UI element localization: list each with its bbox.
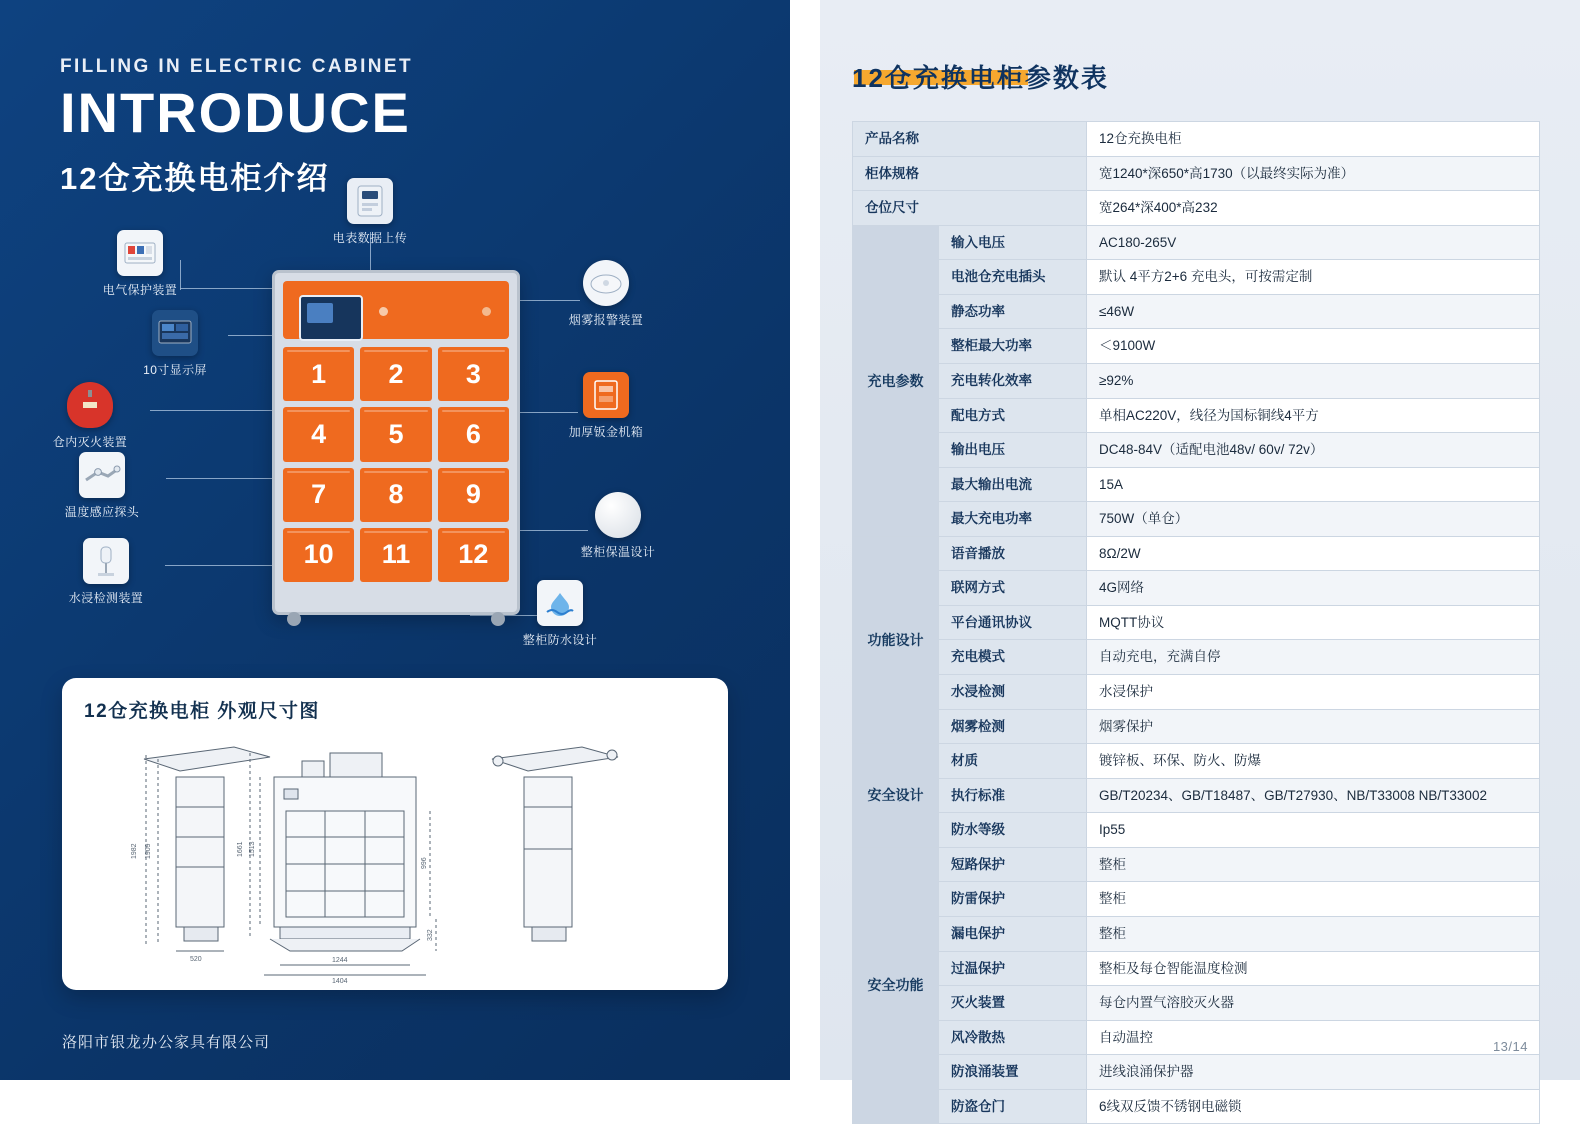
spec-key: 整柜最大功率	[939, 329, 1087, 364]
callout-smoke-alarm	[536, 260, 676, 328]
callout-thick-sheet-metal	[536, 372, 676, 440]
metal-case-icon	[583, 372, 629, 418]
callout-label: 电气保护装置	[102, 283, 178, 297]
spec-value: 宽264*深400*高232	[1087, 191, 1540, 226]
left-panel	[0, 0, 790, 1080]
spec-key: 材质	[939, 744, 1087, 779]
dim-label: 1244	[332, 957, 348, 964]
callout-fire-extinguisher	[20, 382, 160, 450]
lead-line	[165, 565, 283, 566]
spec-key: 联网方式	[939, 571, 1087, 606]
spec-key: 灭火装置	[939, 986, 1087, 1021]
table-row	[853, 847, 1540, 882]
spec-value: 8Ω/2W	[1087, 536, 1540, 571]
spec-group: 安全设计	[853, 744, 939, 848]
table-row	[853, 433, 1540, 468]
callout-water-detect	[36, 538, 176, 606]
cabinet-bay: 5	[360, 407, 431, 461]
table-row	[853, 398, 1540, 433]
table-row	[853, 571, 1540, 606]
table-row	[853, 882, 1540, 917]
table-row	[853, 916, 1540, 951]
dim-label: 332	[427, 929, 434, 941]
spec-group: 充电参数	[853, 225, 939, 536]
spec-table	[852, 121, 1540, 1124]
spec-key: 过温保护	[939, 951, 1087, 986]
spec-key: 语音播放	[939, 536, 1087, 571]
spec-value: 烟雾保护	[1087, 709, 1540, 744]
table-row	[853, 294, 1540, 329]
spec-key: 输入电压	[939, 225, 1087, 260]
table-row	[853, 260, 1540, 295]
spec-value: AC180-265V	[1087, 225, 1540, 260]
caster-icon	[287, 612, 301, 626]
table-row	[853, 225, 1540, 260]
callout-label: 10寸显示屏	[143, 363, 207, 377]
cabinet-bay: 12	[438, 528, 509, 582]
spec-key: 防水等级	[939, 813, 1087, 848]
spec-value: 4G网络	[1087, 571, 1540, 606]
callout-insulation-design	[548, 492, 688, 560]
callout-label: 整柜防水设计	[522, 633, 598, 647]
spec-value: 宽1240*深650*高1730（以最终实际为准）	[1087, 156, 1540, 191]
water-sensor-icon	[83, 538, 129, 584]
spec-value: 单相AC220V，线径为国标铜线4平方	[1087, 398, 1540, 433]
cabinet-bay: 3	[438, 347, 509, 401]
spec-value: 整柜	[1087, 882, 1540, 917]
spec-value: 6线双反馈不锈钢电磁锁	[1087, 1089, 1540, 1124]
spec-group: 功能设计	[853, 536, 939, 743]
spec-value: MQTT协议	[1087, 605, 1540, 640]
table-row	[853, 675, 1540, 710]
callout-label: 烟雾报警装置	[568, 313, 644, 327]
dim-label: 520	[190, 956, 202, 963]
table-row	[853, 536, 1540, 571]
spec-value: 整柜	[1087, 916, 1540, 951]
spec-value: 水浸保护	[1087, 675, 1540, 710]
callout-meter-upload	[300, 178, 440, 246]
spec-key: 防盗仓门	[939, 1089, 1087, 1124]
spec-title: 12仓充换电柜参数表	[852, 63, 1109, 93]
callout-label: 整柜保温设计	[580, 545, 656, 559]
company-footer: 洛阳市银龙办公家具有限公司	[62, 1034, 271, 1051]
cabinet-indicator-icon	[379, 307, 388, 316]
callout-label: 加厚钣金机箱	[568, 425, 644, 439]
meter-icon	[347, 178, 393, 224]
spec-key: 柜体规格	[853, 156, 1087, 191]
spec-value: ≤46W	[1087, 294, 1540, 329]
table-row	[853, 502, 1540, 537]
callout-label: 电表数据上传	[332, 231, 408, 245]
cabinet-bay: 8	[360, 468, 431, 522]
table-row	[853, 156, 1540, 191]
dim-label: 1661	[237, 841, 244, 857]
spec-title-wrap	[852, 58, 1109, 95]
spec-key: 风冷散热	[939, 1020, 1087, 1055]
table-row	[853, 1020, 1540, 1055]
insulation-icon	[595, 492, 641, 538]
dim-label: 1982	[131, 843, 138, 859]
spec-key: 仓位尺寸	[853, 191, 1087, 226]
spec-group: 安全功能	[853, 847, 939, 1124]
table-row	[853, 951, 1540, 986]
table-row	[853, 1089, 1540, 1124]
callout-label: 温度感应探头	[64, 505, 140, 519]
spec-key: 充电模式	[939, 640, 1087, 675]
spec-value: 750W（单仓）	[1087, 502, 1540, 537]
table-row	[853, 1055, 1540, 1090]
spec-key: 最大充电功率	[939, 502, 1087, 537]
cabinet-indicator-icon	[482, 307, 491, 316]
page-subtitle: 12仓充换电柜介绍	[60, 160, 330, 196]
table-row	[853, 640, 1540, 675]
table-row	[853, 986, 1540, 1021]
cabinet-top-panel	[283, 281, 509, 339]
table-row	[853, 778, 1540, 813]
spec-section	[790, 0, 1580, 1114]
smoke-alarm-icon	[583, 260, 629, 306]
spec-value: ≥92%	[1087, 363, 1540, 398]
spec-value: 镀锌板、环保、防火、防爆	[1087, 744, 1540, 779]
spec-value: 每仓内置气溶胶灭火器	[1087, 986, 1540, 1021]
cabinet-bay: 11	[360, 528, 431, 582]
product-diagram	[0, 160, 790, 680]
lead-line	[150, 410, 280, 411]
callout-electric-protect	[70, 230, 210, 298]
dim-label: 1404	[332, 978, 348, 985]
screen-icon	[152, 310, 198, 356]
table-row	[853, 813, 1540, 848]
spec-key: 防浪涌装置	[939, 1055, 1087, 1090]
probe-icon	[79, 452, 125, 498]
cabinet-bay: 1	[283, 347, 354, 401]
table-row	[853, 605, 1540, 640]
dimension-drawing-card	[62, 678, 728, 990]
page-title: INTRODUCE	[60, 81, 411, 144]
cabinet-bay: 9	[438, 468, 509, 522]
cabinet-casters	[275, 612, 517, 626]
spec-value: 默认 4平方2+6 充电头，可按需定制	[1087, 260, 1540, 295]
spec-key: 短路保护	[939, 847, 1087, 882]
page-number: 13/14	[1492, 1039, 1528, 1054]
extinguisher-icon	[67, 382, 113, 428]
callout-label: 水浸检测装置	[68, 591, 144, 605]
spec-key: 配电方式	[939, 398, 1087, 433]
table-row	[853, 744, 1540, 779]
cabinet-bay: 4	[283, 407, 354, 461]
spec-key: 漏电保护	[939, 916, 1087, 951]
table-row	[853, 191, 1540, 226]
right-panel	[790, 0, 1580, 1114]
spec-value: GB/T20234、GB/T18487、GB/T27930、NB/T33008 NB/T33002	[1087, 778, 1540, 813]
spec-key: 水浸检测	[939, 675, 1087, 710]
spec-key: 防雷保护	[939, 882, 1087, 917]
dim-label: 1909	[145, 843, 152, 859]
table-row	[853, 709, 1540, 744]
spec-key: 输出电压	[939, 433, 1087, 468]
spec-key: 静态功率	[939, 294, 1087, 329]
callout-waterproof-design	[490, 580, 630, 648]
spec-value: 15A	[1087, 467, 1540, 502]
cabinet-bay: 6	[438, 407, 509, 461]
cabinet-bay: 7	[283, 468, 354, 522]
waterproof-icon	[537, 580, 583, 626]
spec-value: DC48-84V（适配电池48v/ 60v/ 72v）	[1087, 433, 1540, 468]
spec-value: 整柜及每仓智能温度检测	[1087, 951, 1540, 986]
spec-value: 进线浪涌保护器	[1087, 1055, 1540, 1090]
callout-label: 仓内灭火装置	[52, 435, 128, 449]
cabinet-illustration	[272, 270, 520, 615]
dim-label: 996	[421, 857, 428, 869]
table-row	[853, 467, 1540, 502]
cabinet-bay: 2	[360, 347, 431, 401]
dim-label: 1513	[249, 841, 256, 857]
spec-key: 电池仓充电插头	[939, 260, 1087, 295]
spec-value: 整柜	[1087, 847, 1540, 882]
table-row	[853, 363, 1540, 398]
dimension-card-title: 12仓充换电柜 外观尺寸图	[84, 701, 320, 722]
spec-value: 自动充电，充满自停	[1087, 640, 1540, 675]
table-row	[853, 329, 1540, 364]
cabinet-display-screen	[299, 295, 363, 341]
spec-key: 平台通讯协议	[939, 605, 1087, 640]
eyebrow-text: FILLING IN ELECTRIC CABINET	[60, 56, 413, 77]
dimension-blueprint	[84, 729, 706, 985]
spec-key: 烟雾检测	[939, 709, 1087, 744]
cabinet-bay-grid	[283, 347, 509, 582]
callout-temperature-probe	[32, 452, 172, 520]
lead-line	[166, 478, 281, 479]
blueprint-svg	[84, 729, 706, 985]
callout-display-screen	[105, 310, 245, 378]
cabinet-bay: 10	[283, 528, 354, 582]
spec-key: 产品名称	[853, 122, 1087, 157]
spec-value: Ip55	[1087, 813, 1540, 848]
breaker-icon	[117, 230, 163, 276]
spec-key: 充电转化效率	[939, 363, 1087, 398]
spec-key: 最大输出电流	[939, 467, 1087, 502]
spec-value: 12仓充换电柜	[1087, 122, 1540, 157]
spec-value: ＜9100W	[1087, 329, 1540, 364]
table-row	[853, 122, 1540, 157]
spec-value: 自动温控	[1087, 1020, 1540, 1055]
spec-key: 执行标准	[939, 778, 1087, 813]
